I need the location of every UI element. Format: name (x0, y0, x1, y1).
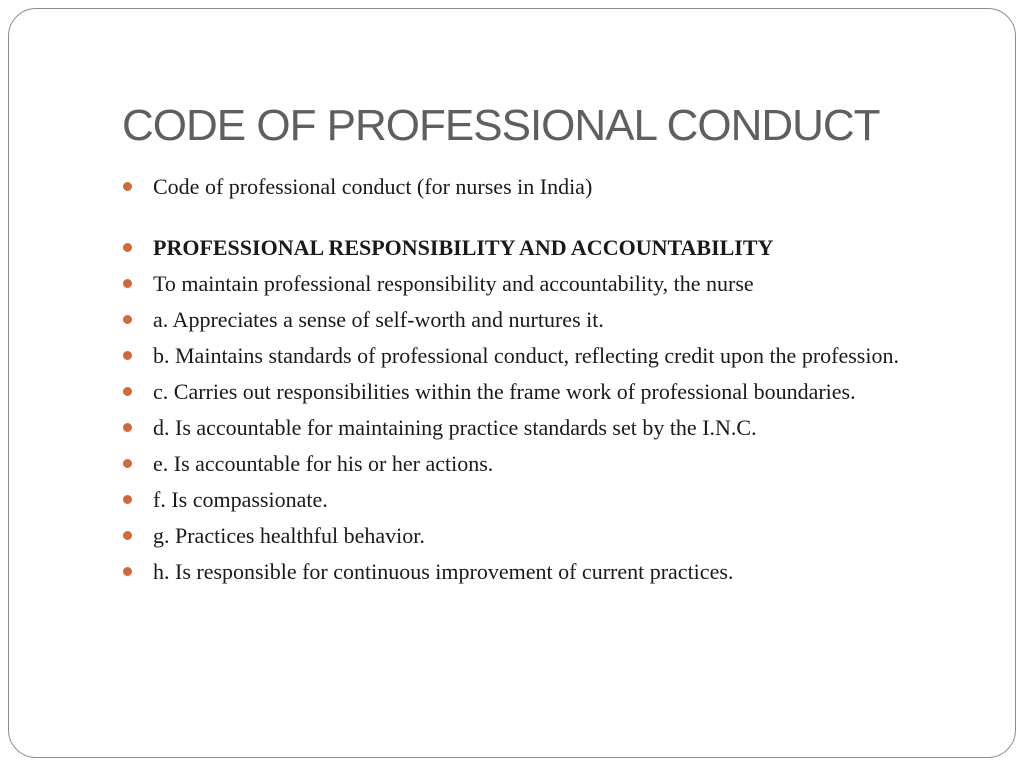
bullet-dot-icon (123, 279, 132, 288)
bullet-list (123, 173, 983, 594)
bullet-text: To maintain professional responsibility and accountability, the nurse (153, 271, 754, 296)
bullet-dot-icon (123, 423, 132, 432)
bullet-dot-icon (123, 182, 132, 191)
bullet-item (123, 378, 983, 405)
bullet-text: f. Is compassionate. (153, 487, 328, 512)
bullet-text: b. Maintains standards of professional conduct, reflecting credit upon the profession. (153, 343, 899, 368)
bullet-text: h. Is responsible for continuous improvement of current practices. (153, 559, 734, 584)
bullet-dot-icon (123, 351, 132, 360)
bullet-dot-icon (123, 531, 132, 540)
bullet-dot-icon (123, 459, 132, 468)
bullet-text: g. Practices healthful behavior. (153, 523, 425, 548)
bullet-item (123, 522, 983, 549)
bullet-text: e. Is accountable for his or her actions. (153, 451, 494, 476)
slide-frame (8, 8, 1016, 758)
bullet-item (123, 270, 983, 297)
bullet-text: a. Appreciates a sense of self-worth and nurtures it. (153, 307, 604, 332)
bullet-dot-icon (123, 495, 132, 504)
bullet-dot-icon (123, 567, 132, 576)
bullet-item (123, 486, 983, 513)
bullet-item (123, 414, 983, 441)
bullet-text: Code of professional conduct (for nurses in India) (153, 174, 593, 199)
bullet-item (123, 558, 983, 585)
bullet-text: d. Is accountable for maintaining practice standards set by the I.N.C. (153, 415, 757, 440)
bullet-text: c. Carries out responsibilities within the frame work of professional boundaries. (153, 379, 856, 404)
bullet-item (123, 450, 983, 477)
bullet-dot-icon (123, 387, 132, 396)
bullet-item (123, 306, 983, 333)
bullet-item (123, 173, 983, 200)
bullet-item (123, 342, 983, 369)
bullet-dot-icon (123, 243, 132, 252)
bullet-dot-icon (123, 315, 132, 324)
section-heading: PROFESSIONAL RESPONSIBILITY AND ACCOUNTABILITY (153, 235, 774, 260)
slide-title: CODE OF PROFESSIONAL CONDUCT (122, 101, 880, 150)
bullet-item (123, 234, 983, 261)
